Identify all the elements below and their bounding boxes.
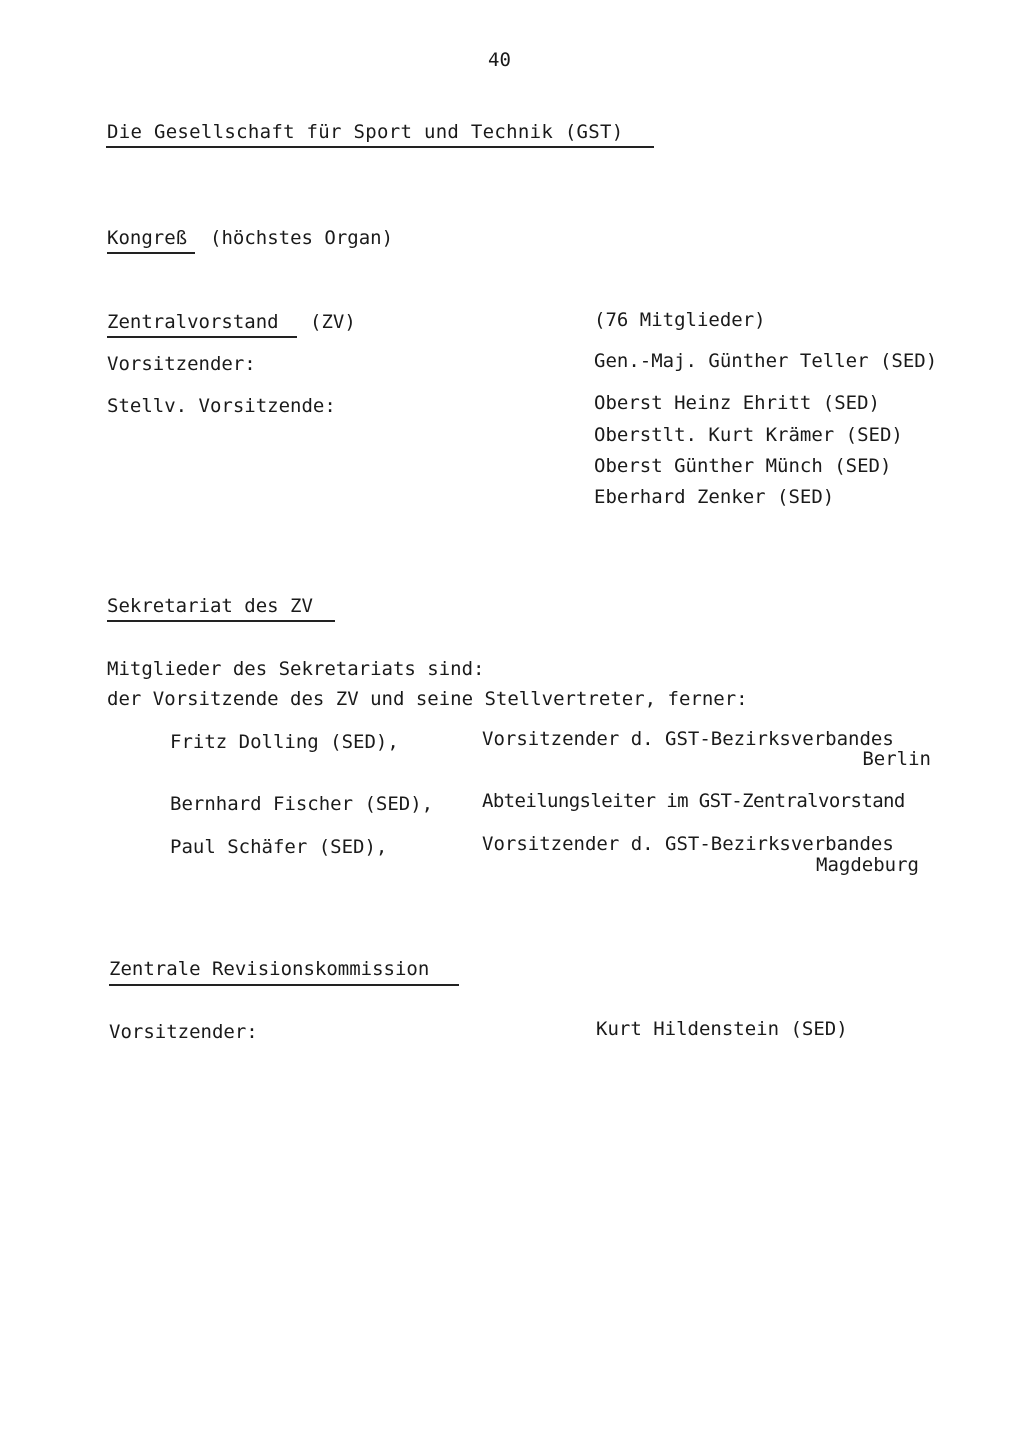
sekretariat-member-place: Berlin [862, 748, 931, 770]
kongress-heading: Kongreß [107, 227, 188, 249]
zentralvorstand-members: (76 Mitglieder) [594, 309, 766, 331]
zentralvorstand-heading: Zentralvorstand [107, 311, 279, 333]
sekretariat-underline [107, 620, 335, 622]
sekretariat-member-name: Bernhard Fischer (SED), [170, 793, 434, 815]
revision-chair: Kurt Hildenstein (SED) [596, 1018, 848, 1040]
zv-deputy: Eberhard Zenker (SED) [594, 486, 835, 508]
revision-underline [109, 984, 459, 986]
sekretariat-member-role: Vorsitzender d. GST-Bezirksverbandes [482, 728, 894, 750]
revision-heading: Zentrale Revisionskommission [109, 958, 430, 980]
sekretariat-heading: Sekretariat des ZV [107, 595, 313, 617]
page-title: Die Gesellschaft für Sport und Technik (GST) [107, 121, 624, 143]
sekretariat-member-role: Vorsitzender d. GST-Bezirksverbandes [482, 833, 894, 855]
sekretariat-intro: Mitglieder des Sekretariats sind: [107, 658, 485, 680]
kongress-note: (höchstes Organ) [210, 227, 394, 249]
revision-chair-label: Vorsitzender: [109, 1021, 258, 1043]
zv-chair: Gen.-Maj. Günther Teller (SED) [594, 350, 938, 372]
zv-deputy: Oberstlt. Kurt Krämer (SED) [594, 424, 903, 446]
sekretariat-member-name: Paul Schäfer (SED), [170, 836, 388, 858]
sekretariat-member-role: Abteilungsleiter im GST-Zentralvorstand [482, 790, 905, 812]
zv-deputy: Oberst Heinz Ehritt (SED) [594, 392, 880, 414]
zv-chair-label: Vorsitzender: [107, 353, 256, 375]
sekretariat-intro: der Vorsitzende des ZV und seine Stellvertreter, ferner: [107, 688, 748, 710]
title-underline [106, 146, 654, 148]
page-number: 40 [488, 49, 511, 71]
zentralvorstand-abbr: (ZV) [310, 311, 356, 333]
zv-deputies-label: Stellv. Vorsitzende: [107, 395, 336, 417]
kongress-underline [107, 252, 195, 254]
sekretariat-member-place: Magdeburg [816, 854, 919, 876]
zv-deputy: Oberst Günther Münch (SED) [594, 455, 892, 477]
zentralvorstand-underline [107, 336, 297, 338]
sekretariat-member-name: Fritz Dolling (SED), [170, 731, 399, 753]
